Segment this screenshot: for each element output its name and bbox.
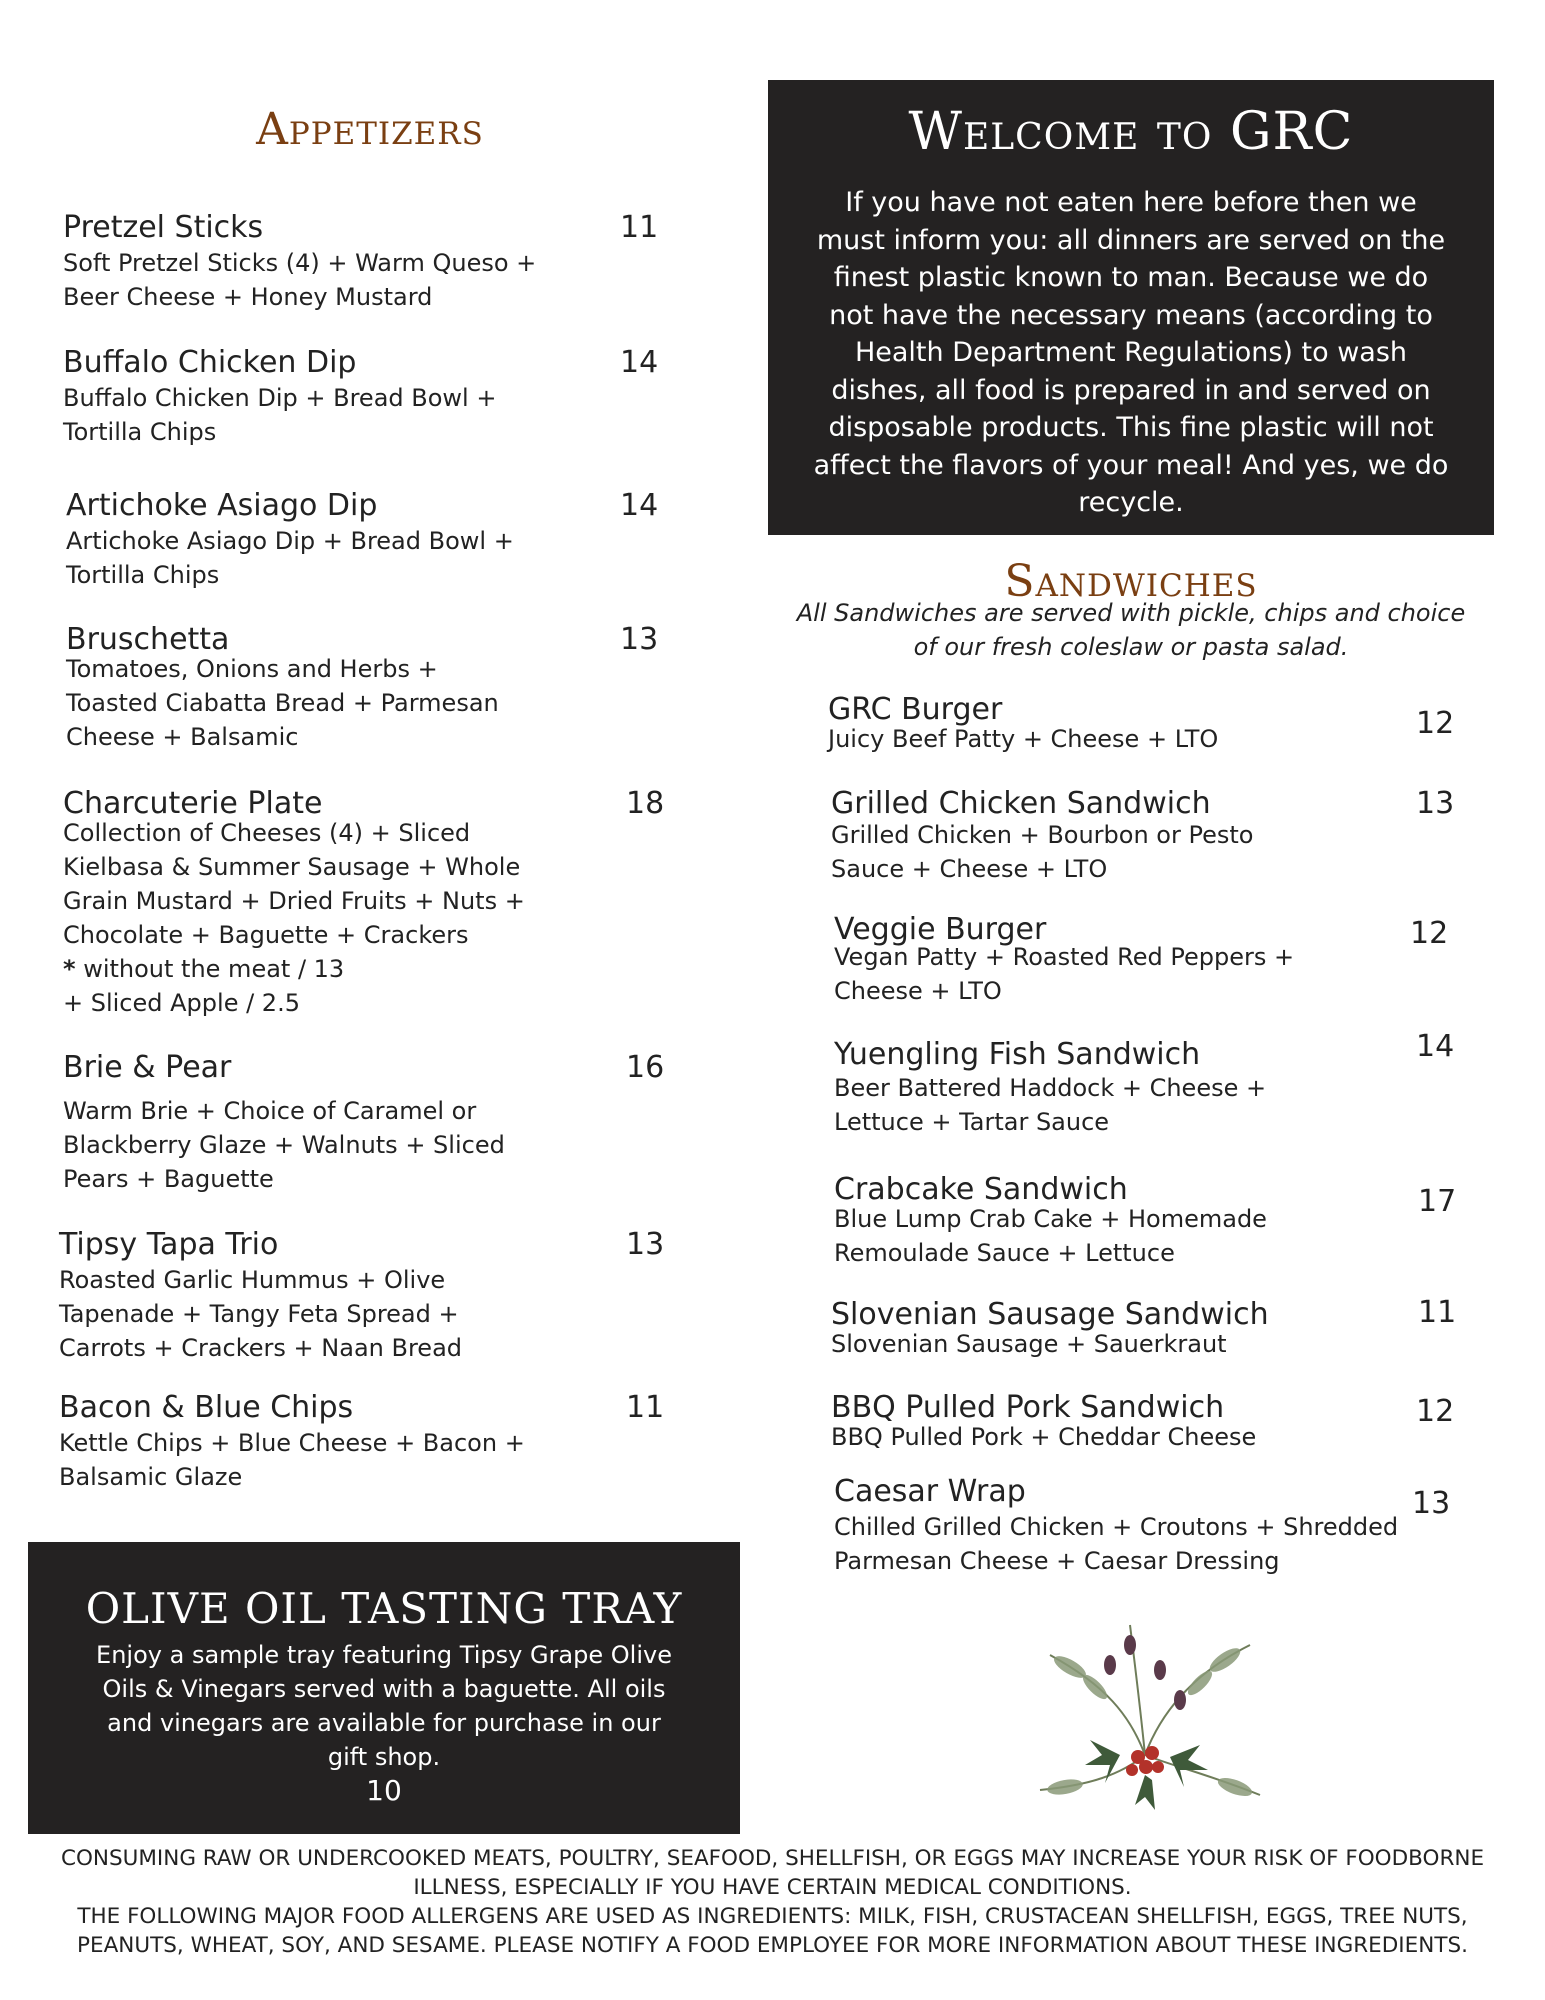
olive-oil-price: 10 — [366, 1774, 402, 1807]
holly-decoration — [1010, 1605, 1280, 1815]
appetizer-item-description-line: Carrots + Crackers + Naan Bread — [59, 1334, 463, 1362]
appetizer-item-description-line: + Sliced Apple / 2.5 — [63, 989, 300, 1017]
appetizer-item-description-line: Soft Pretzel Sticks (4) + Warm Queso + — [63, 249, 537, 277]
appetizer-item — [59, 1390, 525, 1494]
sandwich-item-description-line: Juicy Beef Patty + Cheese + LTO — [828, 725, 1219, 753]
sandwich-item-description-line: Cheese + LTO — [834, 977, 1002, 1005]
appetizer-item-name: Brie & Pear — [63, 1050, 232, 1085]
sandwich-item-description-line: Grilled Chicken + Bourbon or Pesto — [831, 821, 1254, 849]
appetizer-item-description — [66, 524, 514, 592]
sandwich-item-price: 11 — [1418, 1295, 1457, 1330]
sandwiches-note — [768, 596, 1494, 664]
welcome-title: Welcome to GRC — [908, 102, 1354, 162]
sandwich-item-description — [831, 1327, 1269, 1361]
olive-oil-box — [28, 1542, 740, 1834]
sandwich-item-description — [834, 1202, 1267, 1270]
appetizer-item-description — [63, 381, 496, 449]
sandwich-item-price: 12 — [1416, 706, 1455, 741]
appetizer-item-description-line: Beer Cheese + Honey Mustard — [63, 283, 433, 311]
appetizer-item-price: 13 — [620, 622, 659, 657]
appetizer-item-price: 13 — [626, 1227, 665, 1262]
sandwich-item-description-line: BBQ Pulled Pork + Cheddar Cheese — [831, 1423, 1257, 1451]
appetizer-item — [59, 1227, 462, 1365]
appetizer-item-name: Tipsy Tapa Trio — [59, 1227, 279, 1262]
olive-oil-text-line: Oils & Vinegars served with a baguette. All oils — [102, 1675, 666, 1703]
appetizer-item-description — [63, 816, 525, 1020]
footer-consumer-advisory: CONSUMING RAW OR UNDERCOOKED MEATS, POULTRY, SEAFOOD, SHELLFISH, OR EGGS MAY INCREASE YOUR RISK OF FOODBORNE ILLNESS, ESPECIALLY IF YOU HAVE CERTAIN MEDICAL CONDITIONS. — [60, 1846, 1485, 1900]
appetizer-item-name: Charcuterie Plate — [63, 786, 323, 821]
sandwich-item-price: 13 — [1416, 786, 1455, 821]
welcome-box — [768, 80, 1494, 535]
appetizer-item-description-line: Blackberry Glaze + Walnuts + Sliced — [63, 1131, 505, 1159]
sandwich-item-description — [834, 1510, 1398, 1578]
sandwich-item-description-line: Remoulade Sauce + Lettuce — [834, 1239, 1175, 1267]
appetizer-item — [63, 786, 525, 1020]
appetizer-item-description-line: Grain Mustard + Dried Fruits + Nuts + — [63, 887, 525, 915]
sandwich-item-description — [834, 1071, 1266, 1139]
sandwich-item-description-line: Vegan Patty + Roasted Red Peppers + — [834, 943, 1295, 971]
appetizer-item-price: 16 — [626, 1050, 665, 1085]
sandwich-item — [834, 1474, 1398, 1578]
sandwiches-note-line: of our fresh coleslaw or pasta salad. — [913, 633, 1349, 661]
appetizer-item-name: Artichoke Asiago Dip — [66, 488, 378, 523]
appetizers-title: Appetizers — [256, 104, 484, 155]
sandwich-item — [834, 1037, 1266, 1139]
appetizer-item-name: Pretzel Sticks — [63, 210, 264, 245]
sandwich-item — [831, 1390, 1256, 1454]
sandwich-item-description-line: Sauce + Cheese + LTO — [831, 855, 1108, 883]
sandwich-item — [834, 912, 1294, 1008]
sandwich-item-name: Veggie Burger — [834, 912, 1047, 947]
sandwich-item-name: Grilled Chicken Sandwich — [831, 786, 1211, 821]
olive-oil-text-line: gift shop. — [327, 1743, 441, 1771]
sandwich-item — [834, 1172, 1267, 1270]
appetizer-item-description-line: Tortilla Chips — [63, 418, 217, 446]
footer-allergen-notice: THE FOLLOWING MAJOR FOOD ALLERGENS ARE USED AS INGREDIENTS: MILK, FISH, CRUSTACEAN SHELLFISH, EGGS, TREE NUTS, PEANUTS, WHEAT, SOY, AND SESAME. PLEASE NOTIFY A FOOD EMPLOYEE FOR MORE INFORMATION ABOUT THESE INGREDIENTS. — [77, 1904, 1468, 1958]
sandwich-item — [831, 786, 1253, 886]
appetizer-item-name: Bacon & Blue Chips — [59, 1390, 354, 1425]
appetizer-item-price: 18 — [626, 786, 665, 821]
sandwich-item-name: Caesar Wrap — [834, 1474, 1026, 1509]
appetizer-item-name: Buffalo Chicken Dip — [63, 345, 357, 380]
appetizer-item-name: Bruschetta — [66, 622, 230, 657]
appetizer-item-description-line: Pears + Baguette — [63, 1165, 274, 1193]
sandwich-item-name: Slovenian Sausage Sandwich — [831, 1297, 1269, 1332]
appetizer-item-description-line: Warm Brie + Choice of Caramel or — [63, 1097, 477, 1125]
appetizer-item-description-line: Roasted Garlic Hummus + Olive — [59, 1266, 446, 1294]
appetizer-item-description — [63, 1094, 505, 1196]
sandwiches-title: Sandwiches — [1004, 556, 1258, 607]
appetizer-item-description — [59, 1263, 462, 1365]
sandwich-item-description-line: Lettuce + Tartar Sauce — [834, 1108, 1110, 1136]
sandwich-item-name: BBQ Pulled Pork Sandwich — [831, 1390, 1225, 1425]
appetizer-item-description-line: Chocolate + Baguette + Crackers — [63, 921, 469, 949]
appetizer-item-description-line: Toasted Ciabatta Bread + Parmesan — [66, 689, 499, 717]
appetizer-item-description-line: Balsamic Glaze — [59, 1463, 243, 1491]
sandwich-item-price: 12 — [1410, 916, 1449, 951]
appetizer-item-price: 11 — [626, 1390, 665, 1425]
appetizer-item-description — [59, 1426, 525, 1494]
appetizer-item-description-line: Tomatoes, Onions and Herbs + — [66, 655, 438, 683]
appetizer-item-description-line: Collection of Cheeses (4) + Sliced — [63, 819, 471, 847]
appetizer-item — [63, 1050, 505, 1196]
appetizer-item — [63, 210, 536, 314]
sandwich-item-name: Yuengling Fish Sandwich — [834, 1037, 1201, 1072]
appetizer-item-description — [66, 652, 499, 754]
footer-disclaimer — [30, 1844, 1515, 1960]
sandwiches-note-line: All Sandwiches are served with pickle, chips and choice — [796, 599, 1466, 627]
appetizer-item-description-line: Cheese + Balsamic — [66, 723, 299, 751]
sandwich-item-name: GRC Burger — [828, 692, 1003, 727]
sandwich-item-description-line: Chilled Grilled Chicken + Croutons + Shredded — [834, 1513, 1399, 1541]
appetizer-item-description-line: Artichoke Asiago Dip + Bread Bowl + — [66, 527, 514, 555]
appetizer-item-description-line: * without the meat / 13 — [63, 955, 345, 983]
appetizer-item-description-line: Kielbasa & Summer Sausage + Whole — [63, 853, 521, 881]
sandwich-item-description-line: Blue Lump Crab Cake + Homemade — [834, 1205, 1267, 1233]
sandwich-item-price: 14 — [1416, 1029, 1455, 1064]
olive-oil-text — [78, 1638, 690, 1774]
sandwich-item-description — [834, 940, 1294, 1008]
olive-oil-title: OLIVE OIL TASTING TRAY — [85, 1584, 683, 1633]
appetizer-item-description-line: Tortilla Chips — [66, 561, 220, 589]
sandwich-item-description — [831, 818, 1253, 886]
appetizer-item-description — [63, 246, 536, 314]
sandwich-item-price: 13 — [1412, 1486, 1451, 1521]
sandwich-item — [828, 692, 1218, 756]
appetizer-item — [63, 345, 496, 449]
welcome-text: If you have not eaten here before then we must inform you: all dinners are served on the finest plastic known to man. Because we do not have the necessary means (according to Health Department Regulations) to wash dishes, all food is prepared in and served on disposable products. This fine plastic will not affect the flavors of your meal! And yes, we do recycle. — [813, 187, 1449, 518]
appetizer-item — [66, 488, 514, 592]
sandwich-item-price: 17 — [1418, 1184, 1457, 1219]
appetizer-item-description-line: Tapenade + Tangy Feta Spread + — [59, 1300, 459, 1328]
appetizer-item-description-line: Buffalo Chicken Dip + Bread Bowl + — [63, 384, 497, 412]
sandwich-item-description-line: Parmesan Cheese + Caesar Dressing — [834, 1547, 1280, 1575]
appetizer-item-price: 14 — [620, 488, 659, 523]
sandwich-item-description-line: Beer Battered Haddock + Cheese + — [834, 1074, 1267, 1102]
appetizer-item-price: 14 — [620, 345, 659, 380]
appetizer-item-price: 11 — [620, 210, 659, 245]
sandwich-item-description — [828, 722, 1218, 756]
sandwich-item — [831, 1297, 1269, 1361]
sandwich-item-name: Crabcake Sandwich — [834, 1172, 1128, 1207]
olive-oil-text-line: Enjoy a sample tray featuring Tipsy Grape Olive — [96, 1641, 672, 1669]
sandwich-item-description-line: Slovenian Sausage + Sauerkraut — [831, 1330, 1227, 1358]
appetizer-item-description-line: Kettle Chips + Blue Cheese + Bacon + — [59, 1429, 525, 1457]
sandwich-item-description — [831, 1420, 1256, 1454]
sandwich-item-price: 12 — [1416, 1394, 1455, 1429]
appetizer-item — [66, 622, 499, 754]
olive-oil-text-line: and vinegars are available for purchase in our — [107, 1709, 661, 1737]
